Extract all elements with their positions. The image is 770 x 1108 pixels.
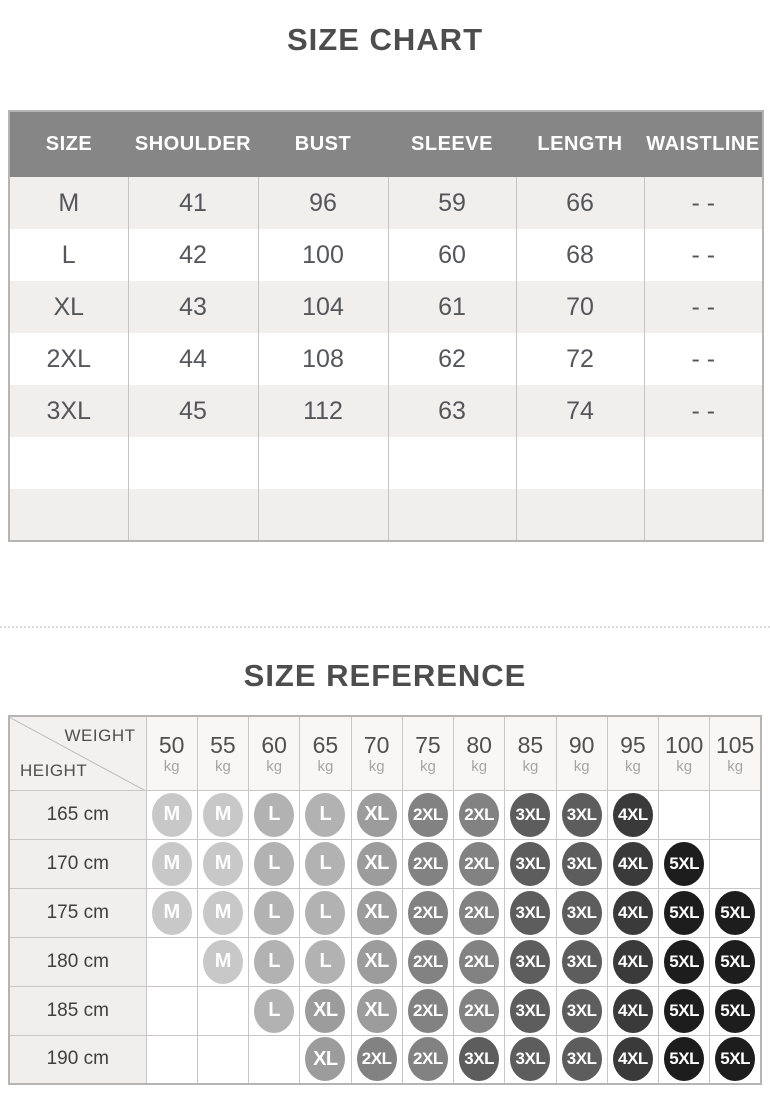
size-badge-2xl: 2XL xyxy=(408,940,448,984)
size-chart-column-header: WAISTLINE xyxy=(644,111,763,177)
size-chart-column-header: SHOULDER xyxy=(128,111,258,177)
size-reference-cell xyxy=(249,1035,300,1084)
size-chart-row xyxy=(9,177,763,229)
size-chart-header-row xyxy=(9,111,763,177)
size-badge-3xl: 3XL xyxy=(510,989,550,1033)
measurement-cell: 70 xyxy=(516,281,644,333)
size-badge-xl: XL xyxy=(305,989,345,1033)
size-reference-cell xyxy=(249,839,300,888)
size-reference-cell xyxy=(300,790,351,839)
size-reference-table xyxy=(8,715,762,1085)
measurement-cell: 45 xyxy=(128,385,258,437)
size-reference-cell xyxy=(402,888,453,937)
size-reference-cell xyxy=(454,790,505,839)
weight-height-corner-cell xyxy=(9,716,146,790)
size-reference-cell xyxy=(505,790,556,839)
size-reference-cell xyxy=(710,937,761,986)
corner-weight-label: WEIGHT xyxy=(64,726,136,745)
measurement-cell: 63 xyxy=(388,385,516,437)
weight-value: 75 xyxy=(415,731,441,758)
size-reference-cell xyxy=(710,790,761,839)
weight-value: 50 xyxy=(158,731,185,758)
size-reference-cell xyxy=(146,888,197,937)
size-badge-xl: XL xyxy=(357,842,397,886)
measurement-cell xyxy=(388,437,516,489)
measurement-cell xyxy=(128,489,258,541)
size-badge-3xl: 3XL xyxy=(562,891,602,935)
weight-header-cell xyxy=(351,716,402,790)
size-reference-cell xyxy=(454,839,505,888)
height-label-cell: 175 cm xyxy=(9,888,146,937)
size-reference-cell xyxy=(197,839,248,888)
size-badge-3xl: 3XL xyxy=(562,842,602,886)
size-reference-cell xyxy=(556,888,607,937)
size-badge-3xl: 3XL xyxy=(562,989,602,1033)
size-reference-cell xyxy=(607,986,658,1035)
size-reference-cell xyxy=(146,790,197,839)
size-badge-3xl: 3XL xyxy=(510,793,550,837)
weight-header-cell xyxy=(146,716,197,790)
measurement-cell: 108 xyxy=(258,333,388,385)
measurement-cell: 66 xyxy=(516,177,644,229)
size-badge-xl: XL xyxy=(357,891,397,935)
size-reference-cell xyxy=(402,1035,453,1084)
size-badge-5xl: 5XL xyxy=(664,842,704,886)
size-badge-2xl: 2XL xyxy=(408,793,448,837)
weight-value: 95 xyxy=(620,731,646,758)
size-label-cell: XL xyxy=(53,292,85,321)
size-reference-cell xyxy=(402,986,453,1035)
measurement-cell: 96 xyxy=(258,177,388,229)
size-badge-2xl: 2XL xyxy=(459,940,499,984)
weight-unit: kg xyxy=(727,757,744,775)
measurement-cell xyxy=(644,489,763,541)
size-badge-xl: XL xyxy=(357,989,397,1033)
size-reference-cell xyxy=(351,839,402,888)
height-label-cell: 170 cm xyxy=(9,839,146,888)
size-reference-row xyxy=(9,1035,761,1084)
height-label-cell: 185 cm xyxy=(9,986,146,1035)
corner-height-label: HEIGHT xyxy=(20,760,88,780)
weight-header-cell xyxy=(659,716,710,790)
size-reference-row xyxy=(9,839,761,888)
size-reference-cell xyxy=(556,1035,607,1084)
weight-header-cell xyxy=(556,716,607,790)
size-reference-cell xyxy=(197,986,248,1035)
size-badge-xl: XL xyxy=(357,793,397,837)
measurement-cell: 62 xyxy=(388,333,516,385)
size-badge-4xl: 4XL xyxy=(613,1037,653,1081)
weight-header-cell xyxy=(710,716,761,790)
size-chart-column-header: SLEEVE xyxy=(388,111,516,177)
size-badge-m: M xyxy=(152,891,192,935)
size-badge-l: L xyxy=(305,891,345,935)
size-reference-cell xyxy=(505,839,556,888)
size-reference-cell xyxy=(505,986,556,1035)
size-badge-3xl: 3XL xyxy=(562,1037,602,1081)
weight-unit: kg xyxy=(214,757,231,775)
size-badge-5xl: 5XL xyxy=(715,1037,755,1081)
size-badge-2xl: 2XL xyxy=(408,989,448,1033)
weight-unit: kg xyxy=(419,757,436,775)
size-reference-cell xyxy=(659,888,710,937)
size-reference-cell xyxy=(197,888,248,937)
size-reference-cell xyxy=(300,1035,351,1084)
size-badge-5xl: 5XL xyxy=(715,891,755,935)
size-badge-m: M xyxy=(203,793,243,837)
size-badge-5xl: 5XL xyxy=(664,989,704,1033)
weight-unit: kg xyxy=(317,757,334,775)
measurement-cell xyxy=(516,489,644,541)
size-reference-cell xyxy=(710,1035,761,1084)
size-badge-2xl: 2XL xyxy=(357,1037,397,1081)
size-badge-3xl: 3XL xyxy=(510,1037,550,1081)
size-chart-row xyxy=(9,281,763,333)
weight-value: 70 xyxy=(363,731,390,758)
measurement-cell: - - xyxy=(644,385,763,437)
size-chart-page xyxy=(0,22,770,1108)
measurement-cell: 74 xyxy=(516,385,644,437)
size-chart-row xyxy=(9,385,763,437)
size-chart-column-header: BUST xyxy=(258,111,388,177)
weight-header-cell xyxy=(402,716,453,790)
size-badge-m: M xyxy=(203,940,243,984)
size-badge-2xl: 2XL xyxy=(408,1037,448,1081)
size-reference-cell xyxy=(556,986,607,1035)
size-reference-cell xyxy=(351,986,402,1035)
measurement-cell: 68 xyxy=(516,229,644,281)
size-reference-cell xyxy=(402,937,453,986)
size-reference-cell xyxy=(505,1035,556,1084)
weight-value: 65 xyxy=(312,731,339,758)
measurement-cell: 60 xyxy=(388,229,516,281)
size-reference-cell xyxy=(607,937,658,986)
size-reference-cell xyxy=(351,888,402,937)
measurement-cell: 61 xyxy=(388,281,516,333)
size-chart-column-header: SIZE xyxy=(9,111,128,177)
size-reference-cell xyxy=(659,839,710,888)
size-reference-cell xyxy=(659,986,710,1035)
weight-header-cell xyxy=(454,716,505,790)
weight-header-cell xyxy=(197,716,248,790)
weight-value: 80 xyxy=(466,731,492,758)
size-badge-4xl: 4XL xyxy=(613,891,653,935)
measurement-cell xyxy=(258,489,388,541)
size-badge-2xl: 2XL xyxy=(408,842,448,886)
weight-unit: kg xyxy=(163,757,180,775)
size-reference-cell xyxy=(351,790,402,839)
size-label-cell xyxy=(9,437,128,489)
size-chart-row xyxy=(9,489,763,541)
dashed-divider xyxy=(0,626,770,628)
measurement-cell xyxy=(388,489,516,541)
size-reference-cell xyxy=(505,937,556,986)
size-reference-cell xyxy=(454,937,505,986)
measurement-cell: 72 xyxy=(516,333,644,385)
measurement-cell: - - xyxy=(644,333,763,385)
size-reference-row xyxy=(9,888,761,937)
size-label-cell: 3XL xyxy=(46,396,91,425)
size-chart-row xyxy=(9,229,763,281)
measurement-cell: 59 xyxy=(388,177,516,229)
size-reference-cell xyxy=(659,1035,710,1084)
size-badge-l: L xyxy=(305,940,345,984)
weight-header-cell xyxy=(300,716,351,790)
size-reference-cell xyxy=(505,888,556,937)
height-label-cell: 180 cm xyxy=(9,937,146,986)
measurement-cell: - - xyxy=(644,281,763,333)
size-reference-title: SIZE REFERENCE xyxy=(243,658,527,693)
size-reference-cell xyxy=(351,1035,402,1084)
size-badge-m: M xyxy=(152,793,192,837)
weight-value: 60 xyxy=(261,731,287,758)
measurement-cell: 42 xyxy=(128,229,258,281)
size-badge-4xl: 4XL xyxy=(613,793,653,837)
size-badge-2xl: 2XL xyxy=(459,891,499,935)
measurement-cell: 41 xyxy=(128,177,258,229)
measurement-cell: 100 xyxy=(258,229,388,281)
size-reference-cell xyxy=(607,790,658,839)
size-badge-3xl: 3XL xyxy=(510,891,550,935)
size-reference-cell xyxy=(146,1035,197,1084)
size-reference-cell xyxy=(556,937,607,986)
size-badge-5xl: 5XL xyxy=(664,940,704,984)
size-reference-cell xyxy=(249,937,300,986)
size-badge-xl: XL xyxy=(357,940,397,984)
size-chart-title: SIZE CHART xyxy=(287,22,483,57)
size-reference-cell xyxy=(197,790,248,839)
size-chart-column-header: LENGTH xyxy=(516,111,644,177)
size-reference-cell xyxy=(300,888,351,937)
weight-header-cell xyxy=(249,716,300,790)
weight-value: 85 xyxy=(517,731,544,758)
size-reference-cell xyxy=(249,986,300,1035)
size-reference-cell xyxy=(607,1035,658,1084)
size-label-cell: M xyxy=(58,188,80,217)
size-badge-5xl: 5XL xyxy=(715,940,755,984)
size-reference-cell xyxy=(300,986,351,1035)
size-reference-cell xyxy=(556,839,607,888)
size-label-cell: L xyxy=(61,240,76,269)
size-reference-cell xyxy=(607,888,658,937)
size-chart-row xyxy=(9,333,763,385)
measurement-cell: 43 xyxy=(128,281,258,333)
weight-value: 105 xyxy=(715,731,755,758)
size-badge-3xl: 3XL xyxy=(562,940,602,984)
height-label-cell: 165 cm xyxy=(9,790,146,839)
size-chart-row xyxy=(9,437,763,489)
size-label-cell xyxy=(9,489,128,541)
size-badge-m: M xyxy=(203,842,243,886)
size-badge-2xl: 2XL xyxy=(459,793,499,837)
size-badge-4xl: 4XL xyxy=(613,842,653,886)
size-reference-cell xyxy=(249,888,300,937)
weight-unit: kg xyxy=(471,757,488,775)
size-badge-m: M xyxy=(203,891,243,935)
size-reference-cell xyxy=(659,937,710,986)
weight-unit: kg xyxy=(266,757,283,775)
size-badge-3xl: 3XL xyxy=(459,1037,499,1081)
size-chart-table xyxy=(8,110,764,542)
weight-value: 100 xyxy=(664,731,704,758)
weight-unit: kg xyxy=(368,757,385,775)
size-reference-cell xyxy=(556,790,607,839)
measurement-cell xyxy=(258,437,388,489)
size-reference-cell xyxy=(710,986,761,1035)
size-reference-cell xyxy=(402,790,453,839)
size-reference-cell xyxy=(402,839,453,888)
size-reference-cell xyxy=(300,839,351,888)
weight-unit: kg xyxy=(624,757,641,775)
size-reference-cell xyxy=(454,986,505,1035)
size-badge-3xl: 3XL xyxy=(510,940,550,984)
size-reference-header-row xyxy=(9,716,761,790)
size-badge-l: L xyxy=(305,793,345,837)
size-reference-cell xyxy=(710,888,761,937)
size-reference-row xyxy=(9,790,761,839)
measurement-cell: 112 xyxy=(258,385,388,437)
size-reference-cell xyxy=(146,937,197,986)
size-reference-cell xyxy=(249,790,300,839)
size-badge-5xl: 5XL xyxy=(715,989,755,1033)
measurement-cell: - - xyxy=(644,229,763,281)
size-badge-5xl: 5XL xyxy=(664,1037,704,1081)
size-badge-l: L xyxy=(254,940,294,984)
size-reference-cell xyxy=(146,986,197,1035)
size-badge-3xl: 3XL xyxy=(562,793,602,837)
size-reference-row xyxy=(9,937,761,986)
measurement-cell: - - xyxy=(644,177,763,229)
size-badge-l: L xyxy=(254,989,294,1033)
size-label-cell: 2XL xyxy=(46,344,91,373)
weight-value: 90 xyxy=(568,731,595,758)
size-badge-2xl: 2XL xyxy=(408,891,448,935)
size-badge-4xl: 4XL xyxy=(613,940,653,984)
size-reference-cell xyxy=(300,937,351,986)
weight-unit: kg xyxy=(573,757,590,775)
size-badge-l: L xyxy=(305,842,345,886)
size-badge-2xl: 2XL xyxy=(459,842,499,886)
measurement-cell: 44 xyxy=(128,333,258,385)
size-reference-cell xyxy=(607,839,658,888)
size-badge-l: L xyxy=(254,793,294,837)
size-reference-cell xyxy=(659,790,710,839)
measurement-cell: 104 xyxy=(258,281,388,333)
size-badge-3xl: 3XL xyxy=(510,842,550,886)
size-reference-cell xyxy=(454,888,505,937)
measurement-cell xyxy=(516,437,644,489)
measurement-cell xyxy=(644,437,763,489)
weight-unit: kg xyxy=(676,757,693,775)
size-reference-cell xyxy=(197,1035,248,1084)
weight-value: 55 xyxy=(210,731,236,758)
size-reference-cell xyxy=(146,839,197,888)
size-badge-4xl: 4XL xyxy=(613,989,653,1033)
size-reference-cell xyxy=(351,937,402,986)
size-badge-l: L xyxy=(254,891,294,935)
weight-header-cell xyxy=(607,716,658,790)
height-label-cell: 190 cm xyxy=(9,1035,146,1084)
measurement-cell xyxy=(128,437,258,489)
size-badge-xl: XL xyxy=(305,1037,345,1081)
size-badge-l: L xyxy=(254,842,294,886)
weight-header-cell xyxy=(505,716,556,790)
size-badge-m: M xyxy=(152,842,192,886)
size-reference-cell xyxy=(197,937,248,986)
size-badge-5xl: 5XL xyxy=(664,891,704,935)
size-reference-row xyxy=(9,986,761,1035)
weight-unit: kg xyxy=(522,757,539,775)
size-reference-cell xyxy=(710,839,761,888)
size-reference-cell xyxy=(454,1035,505,1084)
size-badge-2xl: 2XL xyxy=(459,989,499,1033)
